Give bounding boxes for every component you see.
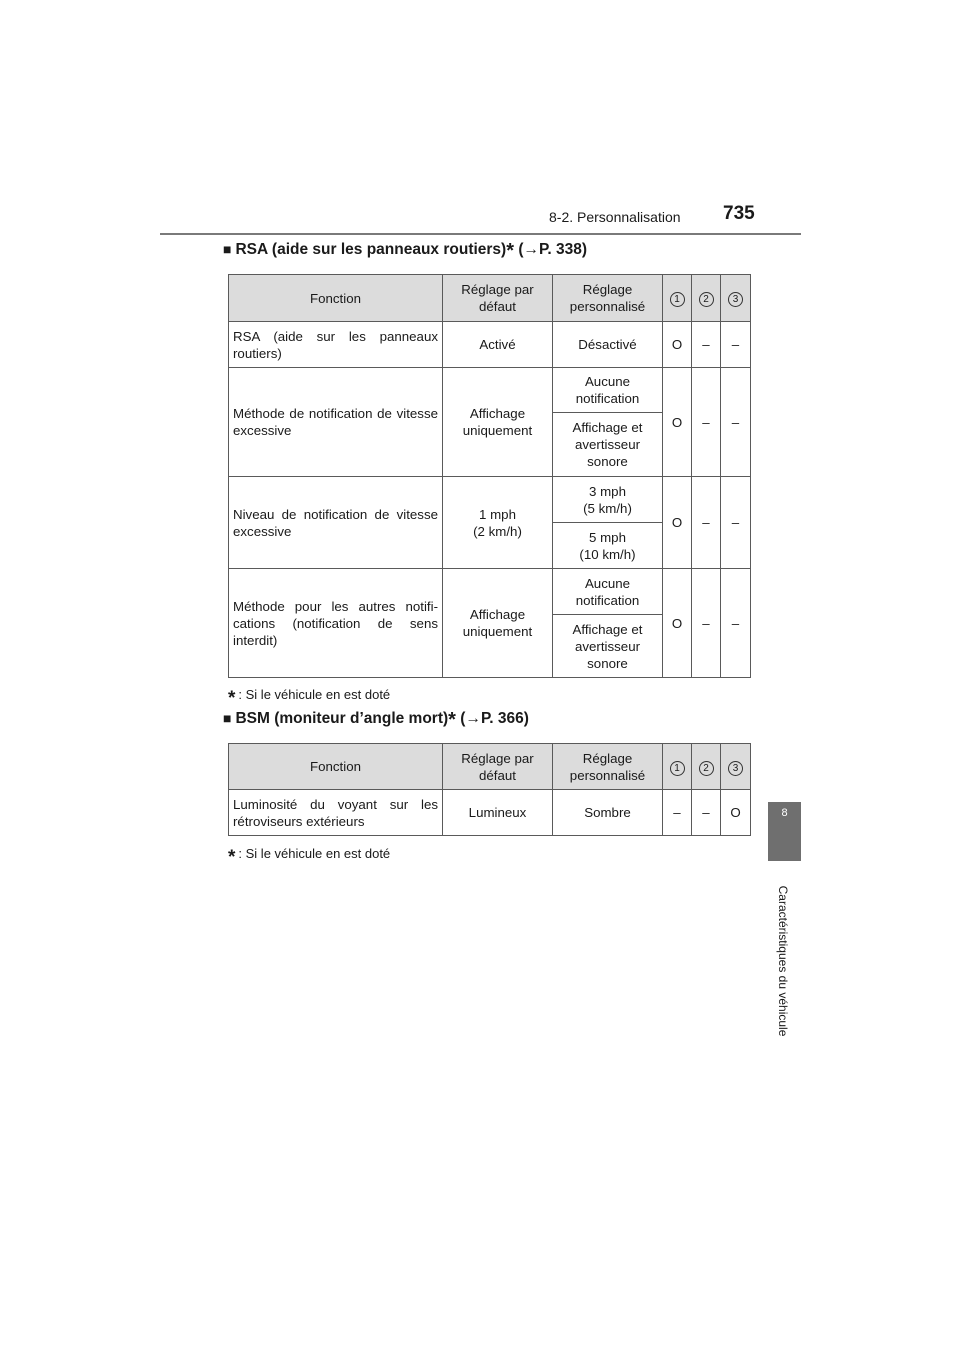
- circled-1-icon: 1: [670, 761, 685, 776]
- cell-mark-1: O: [663, 569, 692, 678]
- header-default: Réglage par défaut: [443, 744, 553, 790]
- header-col-1: [663, 744, 692, 790]
- cell-fonction: Niveau de notification de vitesse excessive: [229, 477, 443, 569]
- cell-default: 1 mph (2 km/h): [443, 477, 553, 569]
- header-col-1: [663, 275, 692, 322]
- chapter-label-text: Caractéristiques du véhicule: [776, 885, 790, 1036]
- cell-mark-3: –: [721, 368, 751, 477]
- rsa-footnote: [228, 683, 391, 709]
- header-col-3: [721, 275, 751, 322]
- table-header-row: [229, 275, 751, 322]
- square-bullet-icon: ■: [223, 710, 232, 726]
- bsm-heading: [223, 709, 529, 731]
- header-fonction: Fonction: [229, 744, 443, 790]
- asterisk-icon: *: [448, 709, 456, 731]
- rsa-page-ref: (→P. 338): [518, 241, 587, 258]
- cell-default: Affichage uniquement: [443, 569, 553, 678]
- cell-mark-1: O: [663, 477, 692, 569]
- circled-2-icon: 2: [699, 292, 714, 307]
- square-bullet-icon: ■: [223, 241, 232, 257]
- circled-1-icon: 1: [670, 292, 685, 307]
- bsm-settings-table: [228, 743, 751, 836]
- cell-mark-2: –: [692, 368, 721, 477]
- asterisk-icon: *: [228, 688, 236, 709]
- bsm-heading-text: BSM (moniteur d’angle mort): [235, 710, 449, 727]
- cell-mark-3: –: [721, 569, 751, 678]
- cell-custom: Désactivé: [553, 322, 663, 368]
- section-title: 8-2. Personnalisation: [549, 209, 681, 225]
- header-custom: Réglage personnalisé: [553, 744, 663, 790]
- asterisk-icon: *: [228, 847, 236, 868]
- cell-fonction: Méthode de notification de vitesse excessive: [229, 368, 443, 477]
- page-number: 735: [723, 203, 755, 224]
- asterisk-icon: *: [506, 240, 515, 262]
- table-row: [229, 790, 751, 836]
- cell-fonction: RSA (aide sur les panneaux routiers): [229, 322, 443, 368]
- header-fonction: Fonction: [229, 275, 443, 322]
- cell-mark-2: –: [692, 790, 721, 836]
- cell-default: Affichage uniquement: [443, 368, 553, 477]
- cell-mark-2: –: [692, 569, 721, 678]
- cell-mark-2: –: [692, 477, 721, 569]
- bsm-footnote: [228, 842, 391, 868]
- cell-custom: Aucune notification: [553, 569, 663, 615]
- header-col-2: [692, 275, 721, 322]
- bsm-footnote-text: : Si le véhicule en est doté: [238, 846, 391, 861]
- table-header-row: [229, 744, 751, 790]
- chapter-tab: 8: [768, 802, 801, 861]
- circled-3-icon: 3: [728, 292, 743, 307]
- cell-mark-3: O: [721, 790, 751, 836]
- rsa-heading-text: RSA (aide sur les panneaux routiers): [235, 241, 507, 258]
- cell-fonction: Méthode pour les autres notifi-cations (notification de sens interdit): [229, 569, 443, 678]
- header-default: Réglage par défaut: [443, 275, 553, 322]
- cell-custom: Sombre: [553, 790, 663, 836]
- cell-default: Lumineux: [443, 790, 553, 836]
- cell-custom: Affichage et avertisseur sonore: [553, 615, 663, 678]
- table-row: [229, 477, 751, 523]
- chapter-label: [772, 868, 794, 1053]
- cell-custom: 3 mph (5 km/h): [553, 477, 663, 523]
- cell-mark-2: –: [692, 322, 721, 368]
- circled-2-icon: 2: [699, 761, 714, 776]
- cell-mark-3: –: [721, 322, 751, 368]
- cell-mark-1: O: [663, 368, 692, 477]
- cell-custom: 5 mph (10 km/h): [553, 523, 663, 569]
- cell-fonction: Luminosité du voyant sur les rétroviseurs extérieurs: [229, 790, 443, 836]
- bsm-page-ref: (→P. 366): [460, 710, 529, 727]
- header-divider: [160, 233, 801, 235]
- circled-3-icon: 3: [728, 761, 743, 776]
- header-col-2: [692, 744, 721, 790]
- rsa-heading: [223, 240, 587, 262]
- header-custom: Réglage personnalisé: [553, 275, 663, 322]
- table-row: [229, 368, 751, 413]
- cell-default: Activé: [443, 322, 553, 368]
- cell-mark-3: –: [721, 477, 751, 569]
- header-col-3: [721, 744, 751, 790]
- table-row: [229, 569, 751, 615]
- cell-mark-1: –: [663, 790, 692, 836]
- cell-mark-1: O: [663, 322, 692, 368]
- cell-custom: Aucune notification: [553, 368, 663, 413]
- rsa-footnote-text: : Si le véhicule en est doté: [238, 687, 391, 702]
- rsa-settings-table: [228, 274, 751, 678]
- table-row: [229, 322, 751, 368]
- cell-custom: Affichage et avertisseur sonore: [553, 413, 663, 477]
